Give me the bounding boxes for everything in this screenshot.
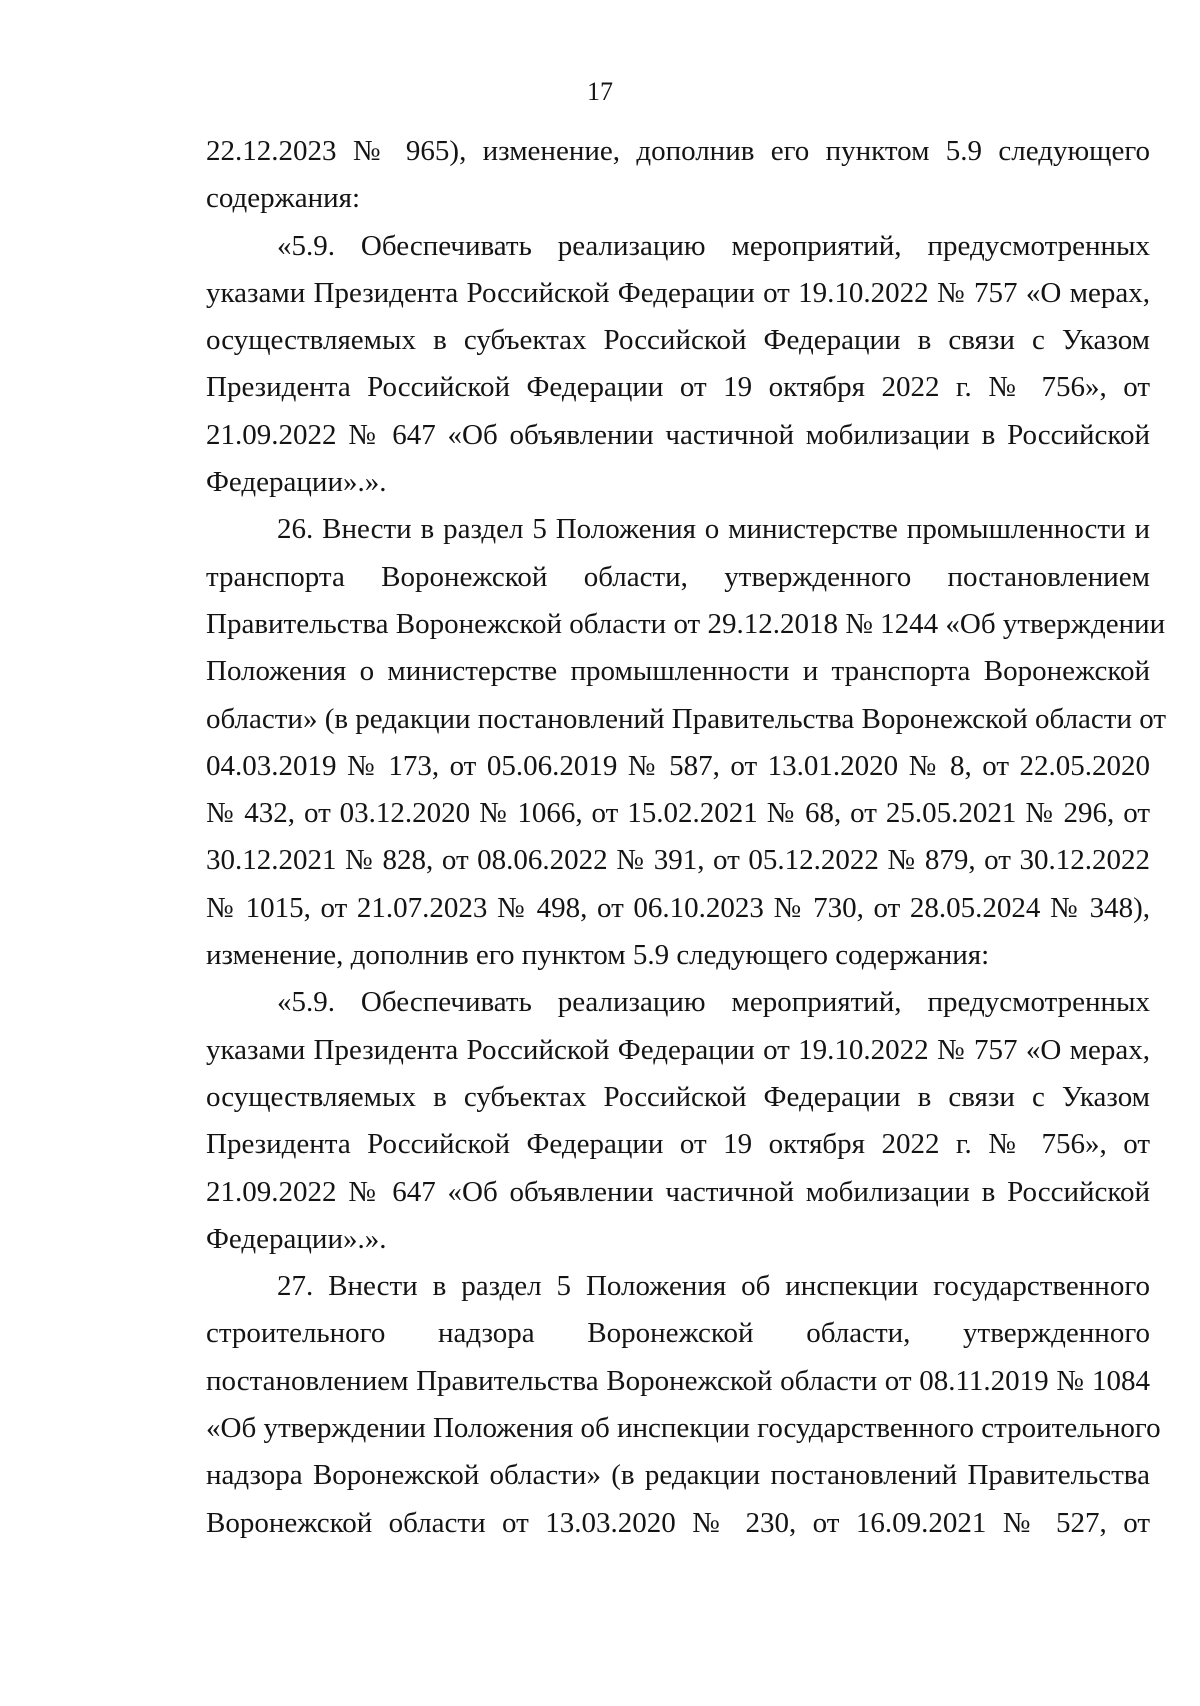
text-line: осуществляемых в субъектах Российской Федерации в связи с Указом [206,1080,1150,1113]
text-line: Президента Российской Федерации от 19 октября 2022 г. № 756», от [206,371,1150,404]
text-line: Правительства Воронежской области от 29.12.2018 № 1244 «Об утверждении [206,607,1166,640]
text-line: Федерации».». [206,466,387,499]
text-line: строительного надзора Воронежской области, утвержденного [206,1317,1150,1350]
text-line: 21.09.2022 № 647 «Об объявлении частичной мобилизации в Российской [206,1175,1150,1208]
text-line: 04.03.2019 № 173, от 05.06.2019 № 587, от 13.01.2020 № 8, от 22.05.2020 [206,749,1150,782]
text-line: № 1015, от 21.07.2023 № 498, от 06.10.2023 № 730, от 28.05.2024 № 348), [206,891,1150,924]
text-line: транспорта Воронежской области, утвержденного постановлением [206,560,1150,593]
text-line: изменение, дополнив его пунктом 5.9 следующего содержания: [206,939,990,972]
text-line: 21.09.2022 № 647 «Об объявлении частичной мобилизации в Российской [206,418,1150,451]
text-line: Президента Российской Федерации от 19 октября 2022 г. № 756», от [206,1128,1150,1161]
text-line: постановлением Правительства Воронежской области от 08.11.2019 № 1084 [206,1364,1150,1397]
text-line: Положения о министерстве промышленности и транспорта Воронежской [206,655,1150,688]
text-line: 30.12.2021 № 828, от 08.06.2022 № 391, от 05.12.2022 № 879, от 30.12.2022 [206,844,1150,877]
text-line: «Об утверждении Положения об инспекции государственного строительного [206,1412,1161,1445]
text-line: 27. Внести в раздел 5 Положения об инспекции государственного [277,1270,1150,1303]
text-line: осуществляемых в субъектах Российской Федерации в связи с Указом [206,324,1150,357]
text-line: 22.12.2023 № 965), изменение, дополнив его пунктом 5.9 следующего [206,135,1150,167]
document-body [206,128,1167,1547]
text-line: содержания: [206,182,361,215]
page-number: 17 [587,77,613,106]
text-line: надзора Воронежской области» (в редакции постановлений Правительства [206,1459,1150,1492]
text-line: Федерации».». [206,1222,387,1255]
text-line: «5.9. Обеспечивать реализацию мероприятий, предусмотренных [277,986,1150,1019]
text-line: Воронежской области от 13.03.2020 № 230, от 16.09.2021 № 527, от [206,1506,1150,1539]
text-line: указами Президента Российской Федерации от 19.10.2022 № 757 «О мерах, [206,1033,1150,1066]
text-line: указами Президента Российской Федерации от 19.10.2022 № 757 «О мерах, [206,276,1150,309]
text-line: «5.9. Обеспечивать реализацию мероприятий, предусмотренных [277,229,1150,262]
text-line: области» (в редакции постановлений Правительства Воронежской области от [206,702,1167,735]
text-line: 26. Внести в раздел 5 Положения о министерстве промышленности и [277,513,1150,546]
text-line: № 432, от 03.12.2020 № 1066, от 15.02.2021 № 68, от 25.05.2021 № 296, от [206,797,1150,830]
